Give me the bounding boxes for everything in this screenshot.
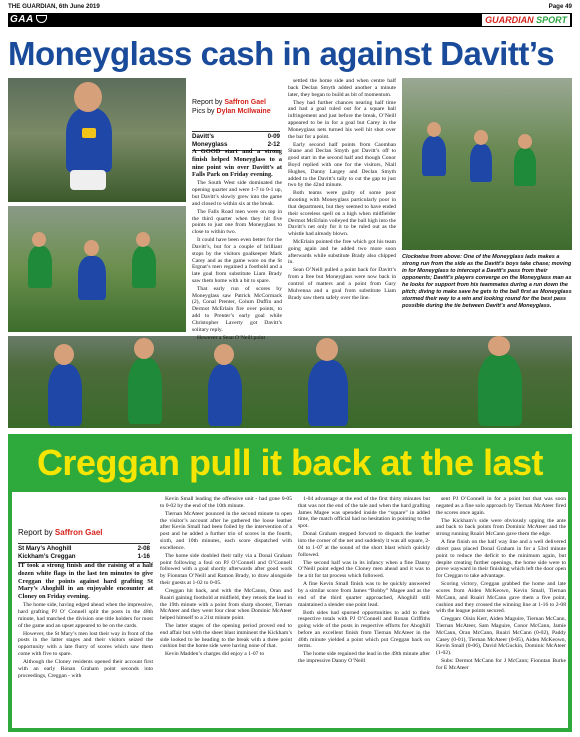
article1-lead: A GOOD start and a strong finish helped Moneyglass to a nine point win over Davitt’s at Falls Park on Friday evening. [192,148,282,179]
article1-headline: Moneyglass cash in against Davitt’s [8,35,555,72]
page-number: Page 49 [548,3,572,10]
guardian-sport-logo: GUARDIAN SPORT [482,14,570,26]
section-label: GAA [10,13,47,27]
article2-column-3: 1-04 advantage at the end of the first thirty minutes but that was not the end of the tale and when the hard grafting James Magee was upended inside the “square” in added time, the match official had no hesitation in pointing to the spot. Donal Graham stepped forward to dispatch the leather into the corner of the net and suddenly it was all square, 2-04 to 1-07 at the sound of the short blast which quickly followed. The second half was in its infancy when a fine Danny O’Neill point edged the Cloney men ahead and it was to be a tit for tat process which followed. A fine Kevin Small finish was to be quickly answered by a similar score from James “Bobby” Magee and as the end of the third quarter approached, Ahoghill still maintained a slender one point lead. Both sides had spurned opportunities to add to their respective totals with PJ O’Connell and Ronan Griffiths going wide of the posts in respective efforts for Ahoghill before an excellent finish from Tiernan McAteer in the 46th minute yielded a point which put Creggan back on terms. The home side regained the lead in the 49th minute after the impressive Danny O’Neill [298,496,430,665]
article2-column-1: IT took a strong finish and the raising of a half dozen white flags in the last ten minutes to give Creggan the points against hard grafting St Mary’s Ahoghill in an enjoyable encounter at Cloney on Friday evening. The home side, having edged ahead when the impressive, hard grafting PJ O’ Connell split the posts in the 48th minute, had matched the division one title holders for most of the game and an upset appeared to be on the cards. However, the St Mary’s men lost their way in front of the posts in the latter stages and their visitors seized the opportunity with a late flurry of scores which saw them come with five to spare. Although the Cloney residents opened their account first with an early Ronan Graham point seconds into proceedings, Creggan - with [18,562,153,679]
article1-column-1: A GOOD start and a strong finish helped Moneyglass to a nine point win over Davitt’s at Falls Park on Friday evening. The South West side dominated the opening quarter and were 1-7 to 0-1 up, but Davitt’s slowly grew into the game and closed to within six at the break. The Falls Road men were on top in the third quarter when they hit five points to just one from Moneyglass to close to within two. It could have been even better for the Davitt’s, but for a couple of brilliant stops by the visitors goalkeeper Mark Carey and as the game wore on the St Ergnat’s men regained a foothold and a late goal from substitute Liam Brady saw them home with a bit to spare. That early run of scores by Moneyglass saw Patrick McCormack (2), Conal Prenter, Colum Duffin and Dermot McErlain fire over points, to add to Prenter’s early goal while Christopher Laverty got Davitt’s solitary reply. However a Sean O’Neill point [192,148,282,341]
newspaper-date: THE GUARDIAN, 6th June 2019 [8,3,100,10]
article2-lead: IT took a strong finish and the raising of a half dozen white flags in the last ten minutes to give Creggan the points against hard grafting St Mary’s Ahoghill in an enjoyable encounter at Cloney on Friday evening. [18,562,153,601]
photo-players-chase [402,78,572,250]
article2-column-4: sent PJ O’Connell in for a point but that was soon negated as a fine solo approach by Tiernan McAteer fired the scores once again. The Kickham’s side were obviously upping the ante and back to back points from Dominic McAteer and the strong running Ruairi McCann gave them the edge. A fine finish on the half way line and a well delivered direct pass placed Donal Graham in for a 53rd minute point to reduce the deficit to the minimum again, but despite creating further openings, the home side were to prove wayward in their finishing which left the door open for Creggan to take advantage. Scoring victory, Creggan grabbed the home and late scores from Aiden McKeown, Kevin Small, Tiernan McCann, and Ruairi McCann gave them a five point, cushion and they crossed the winning line at 1-16 to 2-08 with the league points secured. Creggan: Oisin Kerr, Aiden Maguire, Tiernan McCann, Tiernan McAteer, Sam Maguire, Conor McCann, Jamie McCann, Oran McCann, Ruairi McCann (0-02), Paddy Casey (0-01), Tiernan McAteer (0-05), Aiden McKeown, Kevin Small (0-06), David McGuckin, Dominic McAteer (1-02). Subs: Dermot McCann for J McCann; Fionntan Burke for E McAteer [436,496,566,672]
photo-players-wide [8,336,572,428]
photo-players-converge [8,206,186,332]
article2-byline: Report by Saffron Gael [18,528,103,537]
article1-byline: Report by Saffron Gael Pics by Dylan McIlwaine [192,99,271,115]
hurl-icon [36,15,47,23]
article2-headline: Creggan pull it back at the last [36,442,544,483]
photo-player-running [8,78,186,202]
article1-column-2: settled the home side and when centre half back Declan Smyth added another a minute later, they began to build as bit of momentum. They had further chances nearing half time and had a goal ruled out for a square ball infringement and just before the break, O’Neill appeared to be in for a goal but Carey in the Moneyglass nets turned his well hit shot over the bar for a point. Early second half points from Caomhan Shane and Declan Smyth got Davitt’s off to good start in the second half and though Conor Boyd replied with one for the visitors, Niall Hughes, Danny Largey and Declan Smyth added to the Davitt’s tally to cut the gap to just two by the 42nd minute. Both teams were guilty of some poor shooting with Moneyglass particularly poor in that department, but they seemed to have ended their scoreless spell on a high when midfielder Dermot McErlain volleyed the ball high into the Davitt’s net only for it to be ruled out as the whistle had already blown. McErlain pointed the free which got his team going again and he added two more soon afterwards while substitute Brady also chipped in. Sean O’Neill pulled a point back for Davitt’s from a free but Moneyglass were now back in control of matters and a point from Gary Mulvenna and a goal from substitute Liam Brady saw them safely over the line. [288,78,396,301]
article1-scoreline: Davitt’s 0-09 Moneyglass 2-12 [192,130,280,152]
article2-scoreline: St Mary’s Ahoghill 2-08 Kickham’s Creggan 1-16 [18,542,150,564]
page-header-line [8,3,572,13]
article2-column-2: Kevin Small leading the offensive unit - had gone 0-05 to 0-02 by the end of the 10th minute. Tiernan McAteer pounced in the second minute to open the visitor’s account after he gathered the loose leather after Kevin Small had been foiled by the intervention of a post and he added a further trio of scores in the fourth, sixth, and 10th minutes, each score dispatched with excellence. The home side doubled their tally via a Donal Graham point following a foul on PJ O’Connell and O’Connell followed with a goal shortly afterwards after good work by Fionntan O’Neill and Ramon Brady, to draw alongside their guests at 1-02 to 0-05. Creggan hit back, and with the McCanns, Oran and Ruairi gaining foothold at midfield, they retook the lead in the 19th minute with a point from sharp shooter, Tiernan McAteer and they went four clear when Dominic McAteer helped himself to a 21st minute point. The latter stages of the opening period proved end to end affair but with the sheet blast imminent the Kickham’s side looked to be heading to the break with a three point cushion but the home side were having none of that. Kevin Madden’s charges did enjoy a 1-07 to [160,496,292,658]
photo-caption: Clockwise from above: One of the Moneyglass lads makes a strong run from the side as the Davitt’s boys take chase; moving in for Moneyglass to intercept a Davitt’s pass from their opponents; Davitt’s players converge on the Moneyglass man as he looks for support from his teammates during a run down the pitch; diving to make save he gets to the ball first as Moneyglass stormed their way to a win and looking round for the best pass possible during the tie between Davitt’s and Moneyglass. [402,254,572,309]
